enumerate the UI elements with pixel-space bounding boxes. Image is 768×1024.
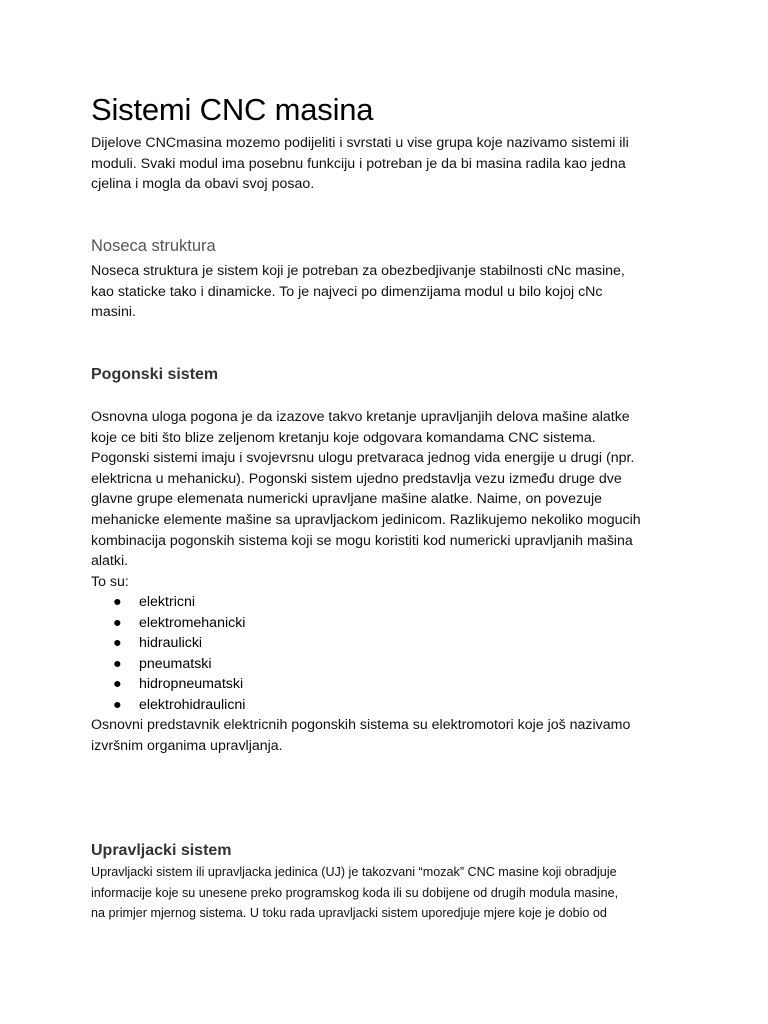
list-item-label: hidropneumatski <box>139 676 244 693</box>
noseca-paragraph <box>91 261 625 323</box>
pogonski-line: Pogonski sistemi imaju i svojevrsnu ulogu pretvaraca jednog vida energije u drugi (npr. <box>91 450 635 467</box>
list-item <box>91 654 245 675</box>
intro-paragraph <box>91 133 629 195</box>
bullet-icon: ● <box>113 635 122 652</box>
bullet-icon: ● <box>113 594 122 610</box>
list-item <box>91 674 245 695</box>
outro-line: Osnovni predstavnik elektricnih pogonskih sistema su elektromotori koje još nazivamo <box>91 717 631 733</box>
pogonski-paragraph <box>91 407 641 592</box>
list-item-label: elektrohidraulicni <box>139 696 246 713</box>
noseca-line: kao staticke tako i dinamicke. To je najveci po dimenzijama modul u bilo kojoj cNc <box>91 283 603 300</box>
pogonski-outro <box>91 715 630 756</box>
pogonski-line: kombinacija pogonskih sistema koji se mogu koristiti kod numericki upravljanih mašina <box>91 532 633 549</box>
document-title: Sistemi CNC masina <box>91 92 374 127</box>
pogonski-line: glavne grupe elemenata numericki upravljane mašine alatke. Naime, on povezuje <box>91 491 603 508</box>
upravljacki-line: na primjer mjernog sistema. U toku rada upravljacki sistem uporedjuje mjere koje je dobio od <box>91 906 607 920</box>
noseca-line: Noseca struktura je sistem koji je potreban za obezbedjivanje stabilnosti cNc masine, <box>91 263 625 279</box>
pogonski-line: koje ce biti što blize zeljenom kretanju koje odgovara komandama CNC sistema. <box>91 429 596 446</box>
bullet-icon: ● <box>113 655 122 672</box>
list-item-label: pneumatski <box>139 655 212 672</box>
bullet-icon: ● <box>113 676 122 693</box>
upravljacki-heading: Upravljacki sistem <box>91 842 232 859</box>
pogonski-line: elektricna u mehanicku). Pogonski sistem ujedno predstavlja vezu između druge dve <box>91 470 622 487</box>
bullet-icon: ● <box>113 614 122 631</box>
upravljacki-line: Upravljacki sistem ili upravljacka jedinica (UJ) je takozvani “mozak” CNC masine koji obradjuje <box>91 865 617 879</box>
drive-types-list <box>91 592 245 716</box>
noseca-heading: Noseca struktura <box>91 237 216 255</box>
upravljacki-paragraph <box>91 862 618 924</box>
intro-line: cjelina i mogla da obavi svoj posao. <box>91 176 315 193</box>
list-item <box>91 633 245 654</box>
pogonski-line: Osnovna uloga pogona je da izazove takvo kretanje upravljanjih delova mašine alatke <box>91 409 630 425</box>
list-item <box>91 613 245 634</box>
outro-line: izvršnim organima upravljanja. <box>91 737 283 754</box>
upravljacki-line: informacije koje su unesene preko programskog koda ili su dobijene od drugih modula masine, <box>91 885 619 900</box>
list-item-label: elektromehanicki <box>139 614 246 631</box>
pogonski-line: mehanicke elemente mašine sa upravljackom jedinicom. Razlikujemo nekoliko mogucih <box>91 511 641 528</box>
bullet-icon: ● <box>113 696 122 713</box>
noseca-line: masini. <box>91 304 136 321</box>
intro-line: moduli. Svaki modul ima posebnu funkciju i potreban je da bi masina radila kao jedna <box>91 155 626 172</box>
list-item-label: hidraulicki <box>139 635 203 652</box>
pogonski-line: To su: <box>91 573 129 590</box>
list-item <box>91 695 245 716</box>
list-item-label: elektricni <box>139 594 195 610</box>
pogonski-line: alatki. <box>91 553 129 570</box>
intro-line: Dijelove CNCmasina mozemo podijeliti i svrstati u vise grupa koje nazivamo sistemi ili <box>91 135 629 151</box>
list-item <box>91 592 245 613</box>
pogonski-heading: Pogonski sistem <box>91 366 219 383</box>
